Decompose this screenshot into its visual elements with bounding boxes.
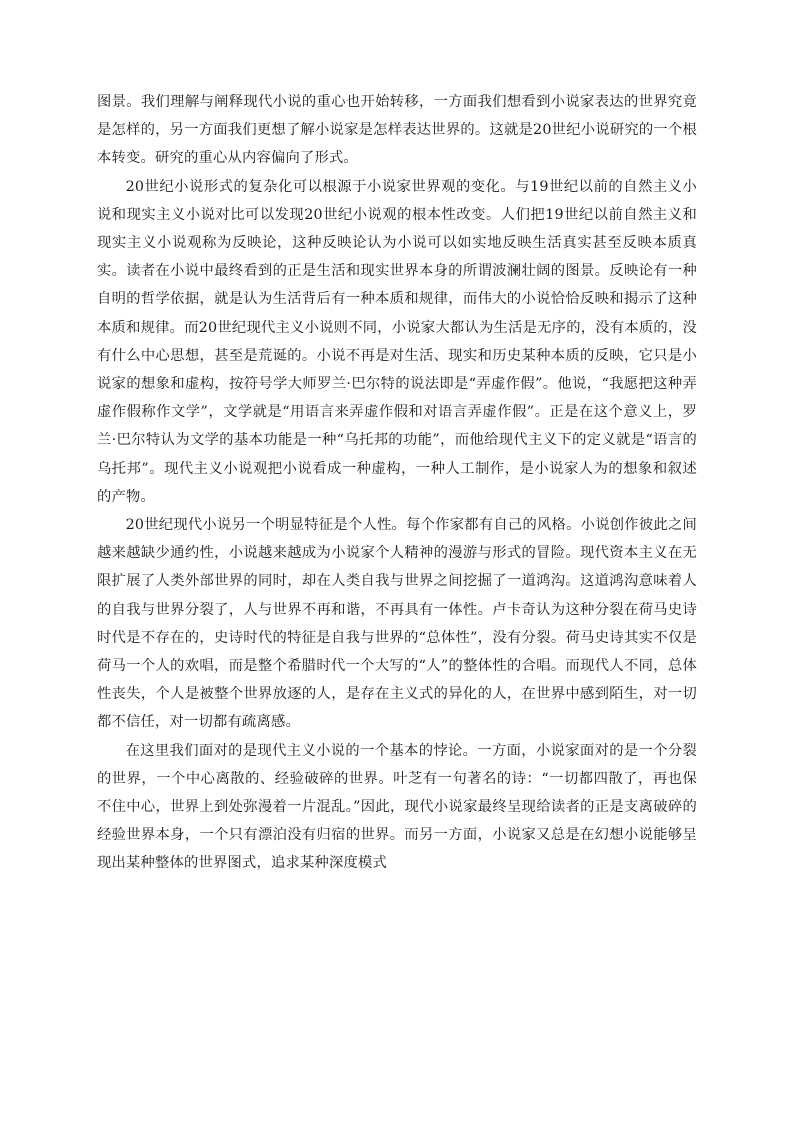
paragraph-1: 图景。我们理解与阐释现代小说的重心也开始转移，一方面我们想看到小说家表达的世界究竟是怎样的，另一方面我们更想了解小说家是怎样表达世界的。这就是20世纪小说研究的一个根本转变。研究的重心从内容偏向了形式。 (97, 94, 697, 167)
paragraph-3: 20世纪现代小说另一个明显特征是个人性。每个作家都有自己的风格。小说创作彼此之间越来越缺少通约性，小说越来越成为小说家个人精神的漫游与形式的冒险。现代资本主义在无限扩展了人类外部世界的同时，却在人类自我与世界之间挖掘了一道鸿沟。这道鸿沟意味着人的自我与世界分裂了，人与世界不再和谐，不再具有一体性。卢卡奇认为这种分裂在荷马史诗时代是不存在的，史诗时代的特征是自我与世界的“总体性”，没有分裂。荷马史诗其实不仅是荷马一个人的欢唱，而是整个希腊时代一个大写的“人”的整体性的合唱。而现代人不同，总体性丧失，个人是被整个世界放逐的人，是存在主义式的异化的人，在世界中感到陌生，对一切都不信任，对一切都有疏离感。 (97, 517, 697, 731)
body-text (97, 88, 697, 878)
paragraph-4: 在这里我们面对的是现代主义小说的一个基本的悖论。一方面，小说家面对的是一个分裂的世界，一个中心离散的、经验破碎的世界。叶芝有一句著名的诗：“一切都四散了，再也保不住中心，世界上到处弥漫着一片混乱。”因此，现代小说家最终呈现给读者的正是支离破碎的经验世界本身，一个只有漂泊没有归宿的世界。而另一方面，小说家又总是在幻想小说能够呈现出某种整体的世界图式，追求某种深度模式 (97, 742, 697, 872)
paragraph-2: 20世纪小说形式的复杂化可以根源于小说家世界观的变化。与19世纪以前的自然主义小说和现实主义小说对比可以发现20世纪小说观的根本性改变。人们把19世纪以前自然主义和现实主义小说观称为反映论，这种反映论认为小说可以如实地反映生活真实甚至反映本质真实。读者在小说中最终看到的正是生活和现实世界本身的所谓波澜壮阔的图景。反映论有一种自明的哲学依据，就是认为生活背后有一种本质和规律，而伟大的小说恰恰反映和揭示了这种本质和规律。而20世纪现代主义小说则不同，小说家大都认为生活是无序的，没有本质的，没有什么中心思想，甚至是荒诞的。小说不再是对生活、现实和历史某种本质的反映，它只是小说家的想象和虚构，按符号学大师罗兰·巴尔特的说法即是“弄虚作假”。他说，“我愿把这种弄虚作假称作文学”，文学就是“用语言来弄虚作假和对语言弄虚作假”。正是在这个意义上，罗兰·巴尔特认为文学的基本功能是一种“乌托邦的功能”，而他给现代主义下的定义就是“语言的乌托邦”。现代主义小说观把小说看成一种虚构，一种人工制作，是小说家人为的想象和叙述的产物。 (97, 178, 697, 505)
